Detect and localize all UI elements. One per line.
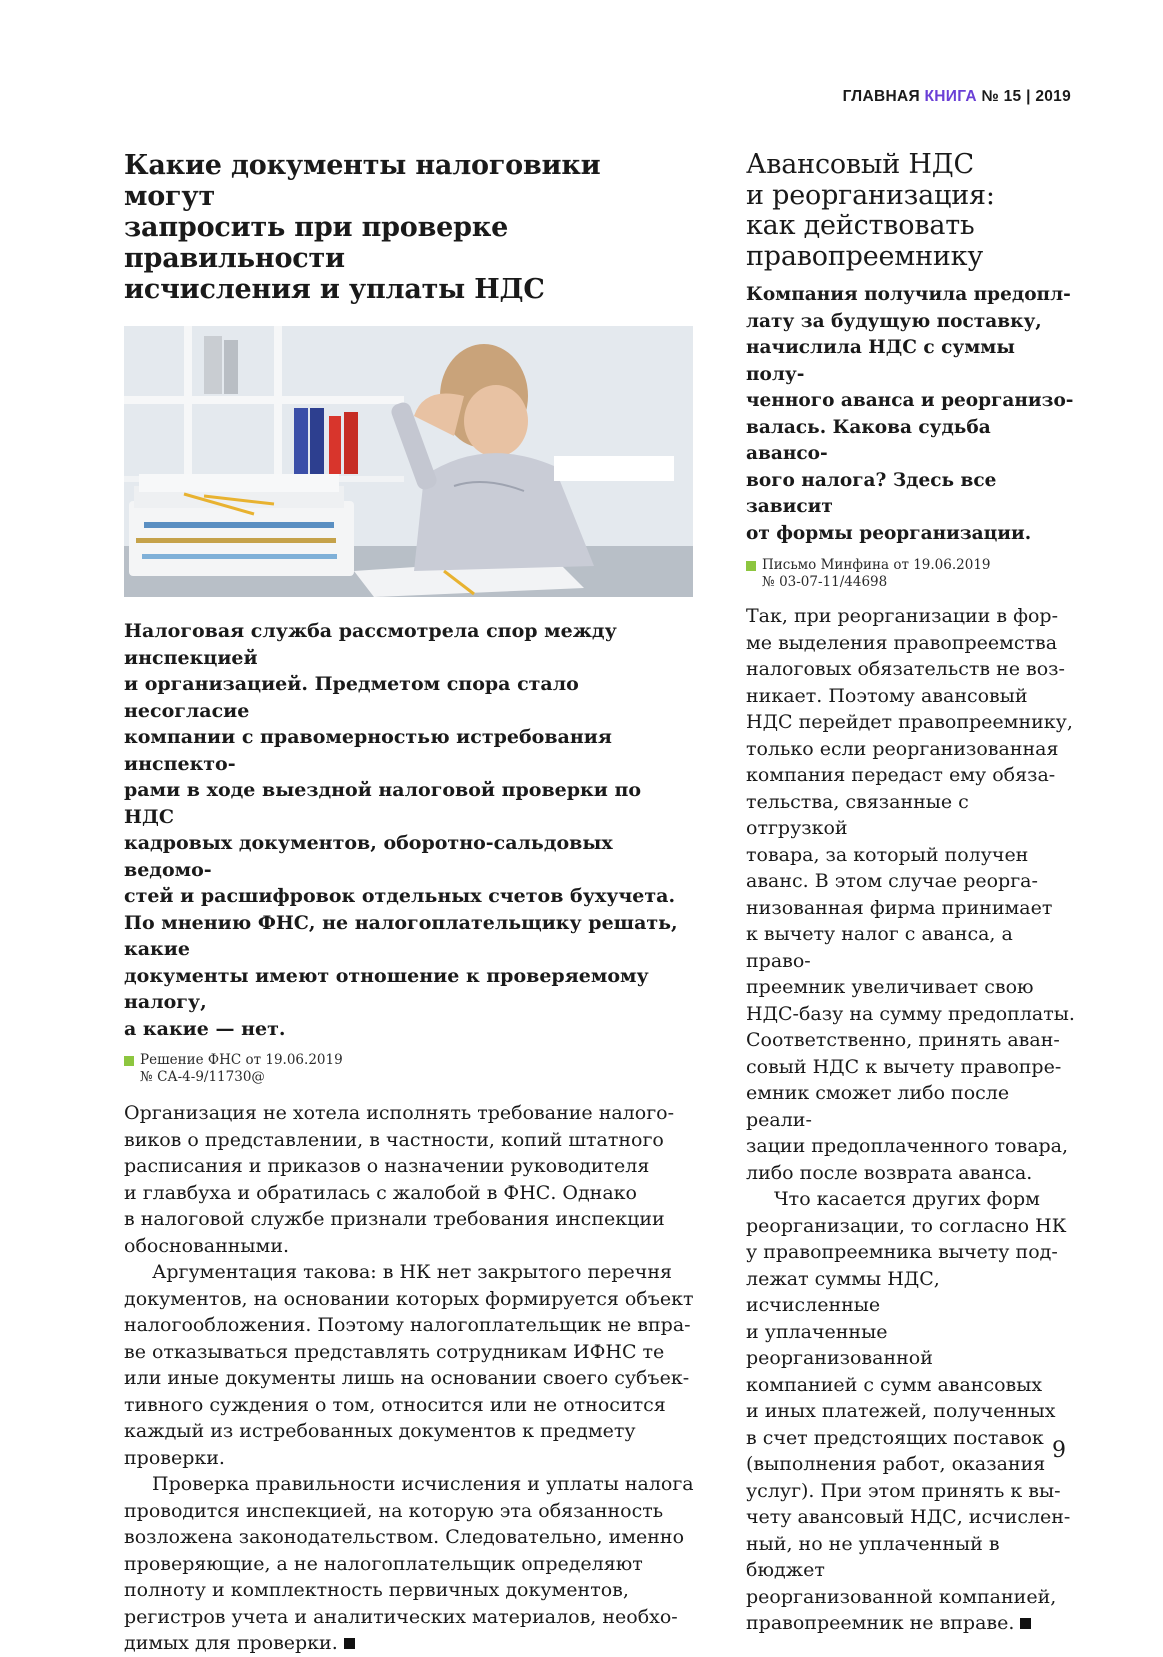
body-paragraph: Аргументация такова: в НК нет закрытого перечня документов, на основании которых формируется объект налогообложения. Поэтому налогоплательщик не впра- ве отказываться представлять сотрудникам ИФНС те или иные документы лишь на основании своего субъек- тивного суждения о том, относится или не относится каждый из истребованных документов к предмету проверки. <box>124 1261 694 1469</box>
right-article-source: Письмо Минфина от 19.06.2019 № 03-07-11/44698 <box>746 557 1076 591</box>
body-paragraph: Что касается других форм реорганизации, то согласно НК у правопреемника вычету под- лежат суммы НДС, исчисленные и уплаченные реорганизованной компанией с сумм авансовых и иных платежей, полученных в счет предстоящих поставок (выполнения работ, оказания услуг). При этом принять к вы- чету авансовый НДС, исчислен- ный, но не уплаченный в бюджет реорганизованной компанией, правопреемник не вправе. <box>746 1188 1071 1634</box>
left-article-lead: Налоговая служба рассмотрела спор между инспекцией и организацией. Предметом спора стало несогласие компании с правомерностью истребования инспекто- рами в ходе выездной налоговой проверки по НДС кадровых документов, оборотно-сальдовых ведомо- стей и расшифровок отдельных счетов бухучета. По мнению ФНС, не налогоплательщику решать, какие документы имеют отношение к проверяемому налогу, а какие — нет. <box>124 620 678 1040</box>
page-number: 9 <box>1052 1438 1066 1463</box>
body-paragraph: Организация не хотела исполнять требование налого- виков о представлении, в частности, копий штатного расписания и приказов о назначении руководителя и главбуха и обратилась с жалобой в ФНС. Однако в налоговой службе признали требования инспекции обоснованными. <box>124 1102 675 1257</box>
body-paragraph: Проверка правильности исчисления и уплаты налога проводится инспекцией, на которую эта обязанность возложена законодательством. Следовательно, именно проверяющие, а не налогоплательщик определяют полноту и комплектность первичных документов, регистров учета и аналитических материалов, необхо- димых для проверки. <box>124 1473 694 1654</box>
photo-illustration <box>124 326 693 597</box>
end-mark-icon <box>344 1638 355 1649</box>
end-mark-icon <box>1020 1618 1031 1629</box>
left-article-source: Решение ФНС от 19.06.2019 № СА-4-9/11730@ <box>124 1052 696 1086</box>
left-article <box>124 150 696 1657</box>
masthead <box>843 88 1071 106</box>
body-paragraph: Так, при реорганизации в фор- ме выделения правопреемства налоговых обязательств не воз- никает. Поэтому авансовый НДС перейдет правопреемнику, только если реорганизованная компания передаст ему обяза- тельства, связанные с отгрузкой товара, за который получен аванс. В этом случае реорга- низованная фирма принимает к вычету налог с аванса, а право- преемник увеличивает свою НДС-базу на сумму предоплаты. Соответственно, принять аван- совый НДС к вычету правопре- емник сможет либо после реали- зации предоплаченного товара, либо после возврата аванса. <box>746 605 1075 1184</box>
right-article <box>746 150 1076 1637</box>
left-article-title: Какие документы налоговики могут запросить при проверке правильности исчисления и уплаты НДС <box>124 150 601 305</box>
left-article-body <box>124 1100 696 1657</box>
masthead-title-accent: КНИГА <box>924 88 977 105</box>
right-article-body <box>746 603 1076 1637</box>
masthead-issue: № 15 | 2019 <box>981 88 1071 105</box>
source-marker-icon <box>746 561 756 571</box>
masthead-title: ГЛАВНАЯ <box>842 88 920 105</box>
source-marker-icon <box>124 1056 134 1066</box>
article-photo <box>124 326 693 597</box>
right-article-title: Авансовый НДС и реорганизация: как действовать правопреемнику <box>746 149 995 272</box>
right-article-lead: Компания получила предопл- лату за будущую поставку, начислила НДС с суммы полу- ченного аванса и реорганизо- валась. Какова судьба авансо- вого налога? Здесь все зависит от формы реорганизации. <box>746 284 1074 544</box>
